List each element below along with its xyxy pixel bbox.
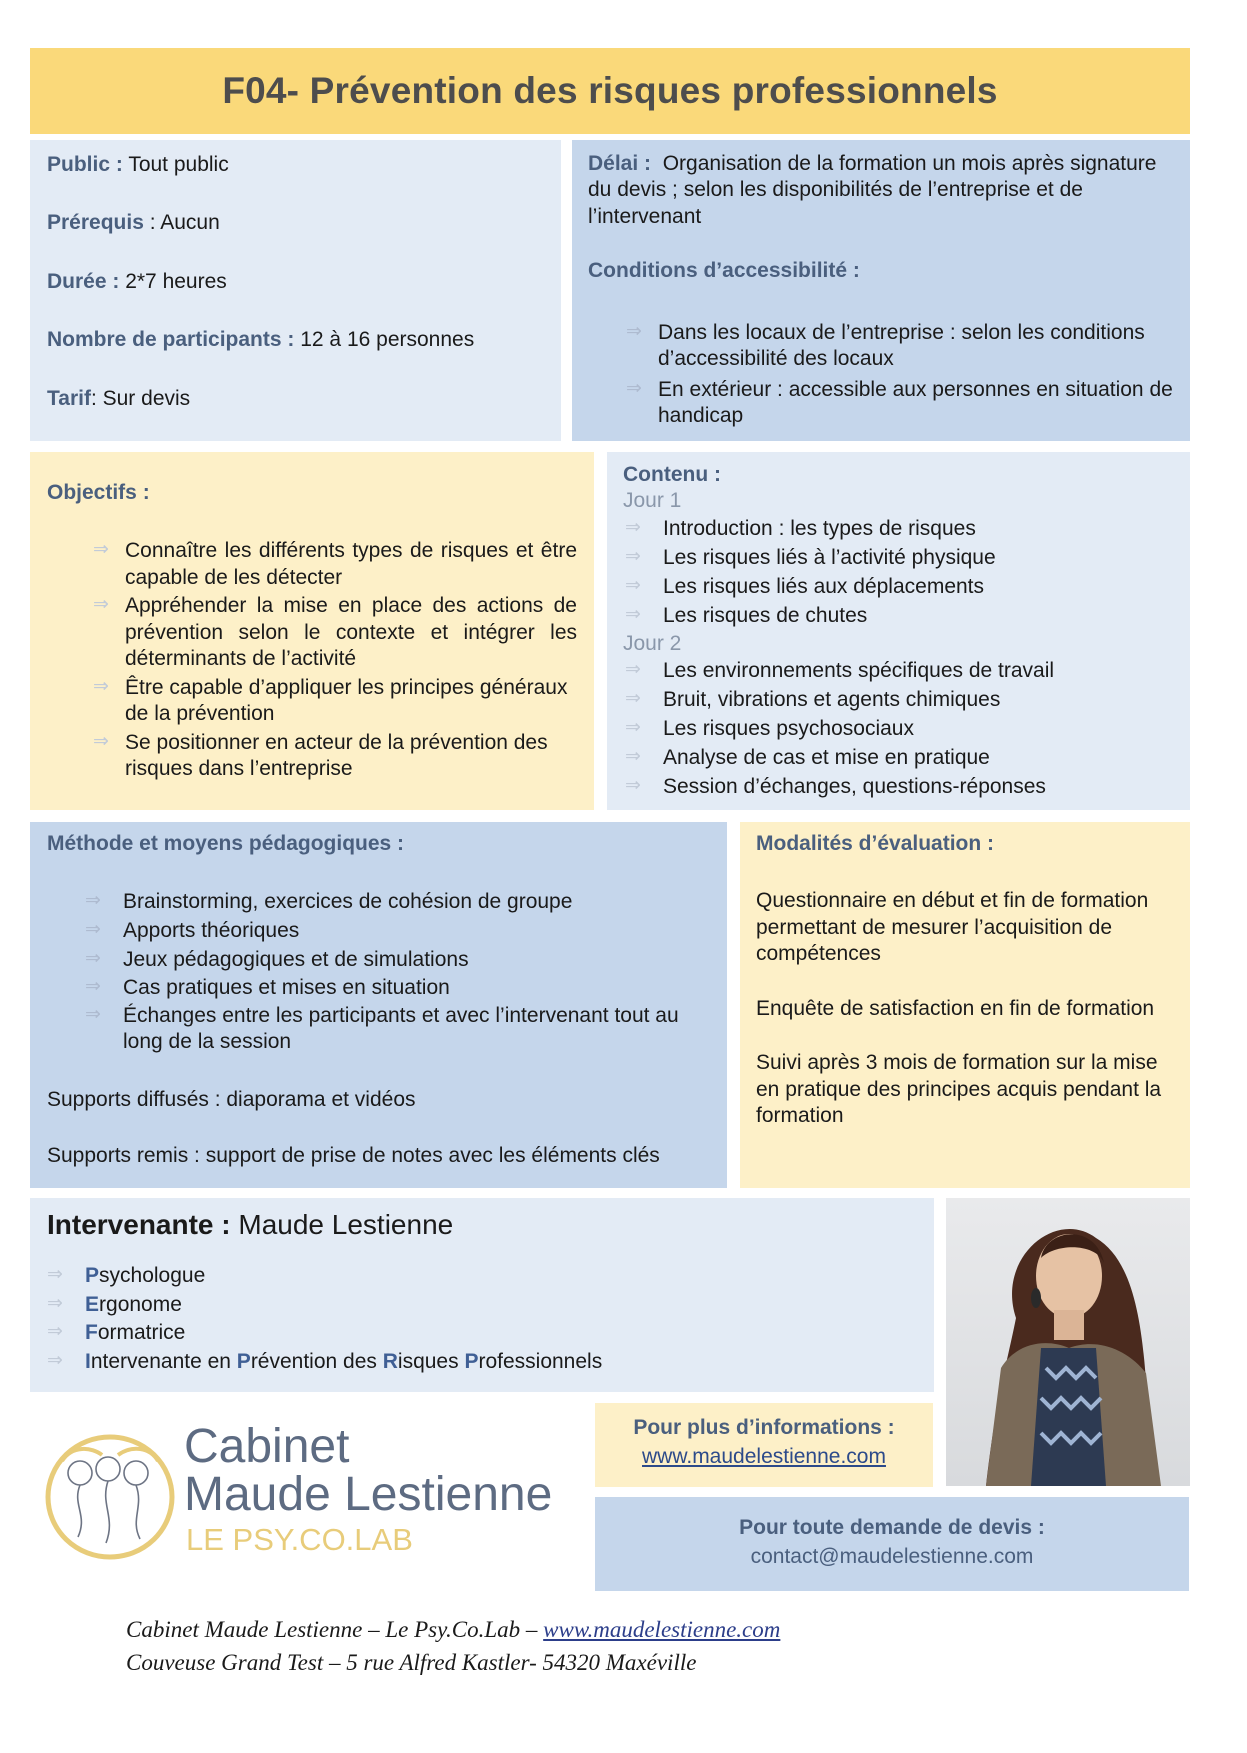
logo-emblem-icon [42, 1425, 182, 1565]
role-initial: R [382, 1349, 398, 1373]
devis-email[interactable]: contact@maudelestienne.com [750, 1545, 1034, 1569]
public-value: Tout public [128, 153, 229, 176]
contenu-label: Contenu : [623, 463, 721, 486]
arrow-icon: ⇒ [625, 516, 641, 538]
prereq-label: Prérequis [47, 211, 144, 235]
role-text: Ergonome [85, 1292, 182, 1316]
list-item [93, 675, 577, 728]
list-item-text: Bruit, vibrations et agents chimiques [663, 688, 1001, 712]
public-row [47, 152, 544, 178]
intervenante-heading [47, 1207, 917, 1242]
portrait-illustration [946, 1198, 1190, 1486]
list-item [93, 538, 577, 591]
supports-remis: Supports remis : support de prise de notes avec les éléments clés [47, 1144, 660, 1167]
intervenante-panel [30, 1198, 934, 1392]
intervenante-name: Maude Lestienne [238, 1209, 454, 1240]
methode-panel [30, 822, 727, 1188]
list-item [625, 657, 1174, 686]
list-item [85, 946, 710, 975]
day2-label: Jour 2 [623, 631, 682, 655]
list-item [625, 602, 1174, 631]
list-item [85, 917, 710, 946]
tarif-row [47, 386, 544, 412]
list-item [625, 544, 1174, 573]
info-panel [30, 140, 561, 441]
arrow-icon: ⇒ [625, 775, 641, 797]
list-item [625, 773, 1174, 802]
footer-line-1 [126, 1614, 780, 1647]
arrow-icon: ⇒ [47, 1321, 63, 1343]
footer-link[interactable]: www.maudelestienne.com [543, 1617, 781, 1642]
arrow-icon: ⇒ [625, 688, 641, 710]
footer-line-2: Couveuse Grand Test – 5 rue Alfred Kastler- 54320 Maxéville [126, 1649, 697, 1675]
arrow-icon: ⇒ [85, 976, 101, 998]
arrow-icon: ⇒ [93, 539, 109, 561]
logo-line-3: LE PSY.CO.LAB [186, 1522, 413, 1557]
arrow-icon: ⇒ [47, 1264, 63, 1286]
list-item-text: Session d’échanges, questions-réponses [663, 775, 1046, 799]
arrow-icon: ⇒ [47, 1292, 63, 1314]
arrow-icon: ⇒ [625, 659, 641, 681]
role-text: Intervenante en Prévention des Risques Professionnels [85, 1349, 603, 1373]
footer [126, 1614, 780, 1680]
role-item [47, 1348, 917, 1377]
list-item [93, 593, 577, 672]
role-item [47, 1319, 917, 1348]
arrow-icon: ⇒ [47, 1349, 63, 1371]
role-item [47, 1291, 917, 1320]
arrow-icon: ⇒ [626, 377, 642, 399]
evaluation-panel [740, 822, 1190, 1188]
delai-label: Délai : [588, 152, 652, 175]
participants-label: Nombre de participants : [47, 328, 295, 352]
objectifs-label: Objectifs : [47, 481, 150, 504]
arrow-icon: ⇒ [85, 890, 101, 912]
website-link[interactable]: www.maudelestienne.com [642, 1445, 886, 1469]
list-item [625, 686, 1174, 715]
list-item [626, 377, 1174, 430]
objectifs-list [47, 538, 577, 782]
tarif-label: Tarif [47, 386, 91, 410]
list-item-text: Connaître les différents types de risques et être capable de les détecter [125, 539, 577, 589]
evaluation-label: Modalités d’évaluation : [756, 832, 995, 855]
list-item [625, 715, 1174, 744]
info-box [595, 1403, 933, 1487]
role-text: Formatrice [85, 1321, 186, 1345]
list-item [626, 320, 1174, 373]
duree-row [47, 269, 544, 295]
duree-label: Durée : [47, 269, 120, 293]
objectifs-panel [30, 452, 594, 810]
cabinet-logo [42, 1420, 582, 1565]
intervenante-label: Intervenante : [47, 1209, 231, 1240]
logo-line-2: Maude Lestienne [184, 1468, 553, 1521]
list-item-text: Appréhender la mise en place des actions de prévention selon le contexte et intégrer les déterminants de l’activité [125, 594, 577, 671]
day1-list [623, 515, 1174, 631]
evaluation-paragraph: Suivi après 3 mois de formation sur la mise en pratique des principes acquis pendant la formation [756, 1051, 1162, 1128]
duree-value: 2*7 heures [125, 269, 227, 293]
participants-row [47, 327, 544, 353]
list-item [625, 573, 1174, 602]
arrow-icon: ⇒ [625, 574, 641, 596]
role-initial: F [85, 1321, 98, 1345]
supports-diffuses: Supports diffusés : diaporama et vidéos [47, 1087, 416, 1111]
day1-label: Jour 1 [623, 489, 682, 513]
list-item-text: Brainstorming, exercices de cohésion de groupe [123, 890, 573, 914]
list-item-text: Dans les locaux de l’entreprise : selon les conditions d’accessibilité des locaux [658, 320, 1145, 371]
role-initial: I [85, 1349, 91, 1373]
role-initial: P [236, 1349, 251, 1373]
role-initial: P [464, 1349, 479, 1373]
list-item [85, 1003, 710, 1056]
list-item-text: Introduction : les types de risques [663, 516, 976, 540]
arrow-icon: ⇒ [93, 730, 109, 752]
public-label: Public : [47, 153, 123, 176]
role-text: Psychologue [85, 1264, 206, 1288]
evaluation-paragraph: Questionnaire en début et fin de formation permettant de mesurer l’acquisition de compétences [756, 889, 1149, 966]
footer-text: Cabinet Maude Lestienne – Le Psy.Co.Lab – [126, 1617, 544, 1642]
role-initial: E [85, 1292, 100, 1316]
roles-list [47, 1262, 917, 1376]
arrow-icon: ⇒ [626, 320, 642, 342]
logo-line-1: Cabinet [184, 1420, 350, 1473]
arrow-icon: ⇒ [625, 603, 641, 625]
list-item-text: Être capable d’appliquer les principes généraux de la prévention [125, 675, 568, 726]
list-item-text: Jeux pédagogiques et de simulations [123, 947, 469, 971]
list-item-text: Apports théoriques [123, 919, 300, 942]
list-item-text: Les risques liés aux déplacements [663, 574, 985, 598]
list-item [625, 515, 1174, 544]
participants-value: 12 à 16 personnes [300, 328, 475, 352]
list-item [85, 888, 710, 917]
arrow-icon: ⇒ [625, 746, 641, 768]
role-item [47, 1262, 917, 1291]
arrow-icon: ⇒ [625, 545, 641, 567]
prereq-value: : Aucun [149, 211, 220, 235]
document-title: F04- Prévention des risques professionnels [30, 48, 1190, 134]
role-initial: P [85, 1264, 100, 1288]
list-item-text: Échanges entre les participants et avec l’intervenant tout au long de la session [123, 1003, 679, 1054]
devis-label: Pour toute demande de devis : [739, 1516, 1045, 1539]
arrow-icon: ⇒ [625, 717, 641, 739]
methode-list [47, 888, 710, 1055]
arrow-icon: ⇒ [85, 919, 101, 940]
info-box-label: Pour plus d’informations : [633, 1416, 895, 1439]
list-item [625, 744, 1174, 773]
list-item [85, 974, 710, 1003]
list-item-text: Les risques psychosociaux [663, 717, 914, 741]
methode-label: Méthode et moyens pédagogiques : [47, 832, 405, 855]
arrow-icon: ⇒ [93, 594, 109, 616]
list-item-text: Les environnements spécifiques de travail [663, 659, 1055, 683]
tarif-value: : Sur devis [90, 386, 191, 410]
list-item-text: Les risques de chutes [663, 603, 868, 627]
day2-list [623, 657, 1174, 802]
arrow-icon: ⇒ [93, 675, 109, 697]
accessibility-label: Conditions d’accessibilité : [588, 259, 860, 283]
accessibility-list [588, 320, 1174, 430]
list-item-text: En extérieur : accessible aux personnes en situation de handicap [658, 377, 1173, 428]
delai-panel [572, 140, 1190, 441]
prereq-row [47, 210, 544, 236]
list-item-text: Se positionner en acteur de la prévention des risques dans l’entreprise [125, 730, 548, 781]
list-item [93, 730, 577, 783]
evaluation-paragraph: Enquête de satisfaction en fin de formation [756, 996, 1155, 1020]
delai-row [588, 151, 1174, 230]
list-item-text: Analyse de cas et mise en pratique [663, 746, 990, 770]
arrow-icon: ⇒ [85, 1003, 101, 1025]
contenu-panel [607, 452, 1190, 810]
list-item-text: Cas pratiques et mises en situation [123, 976, 450, 1000]
list-item-text: Les risques liés à l’activité physique [663, 545, 996, 569]
portrait-photo [946, 1198, 1190, 1486]
devis-box [595, 1497, 1189, 1591]
arrow-icon: ⇒ [85, 947, 101, 969]
delai-text: Organisation de la formation un mois après signature du devis ; selon les disponibilités de l’entreprise et de l’intervenant [588, 152, 1157, 228]
